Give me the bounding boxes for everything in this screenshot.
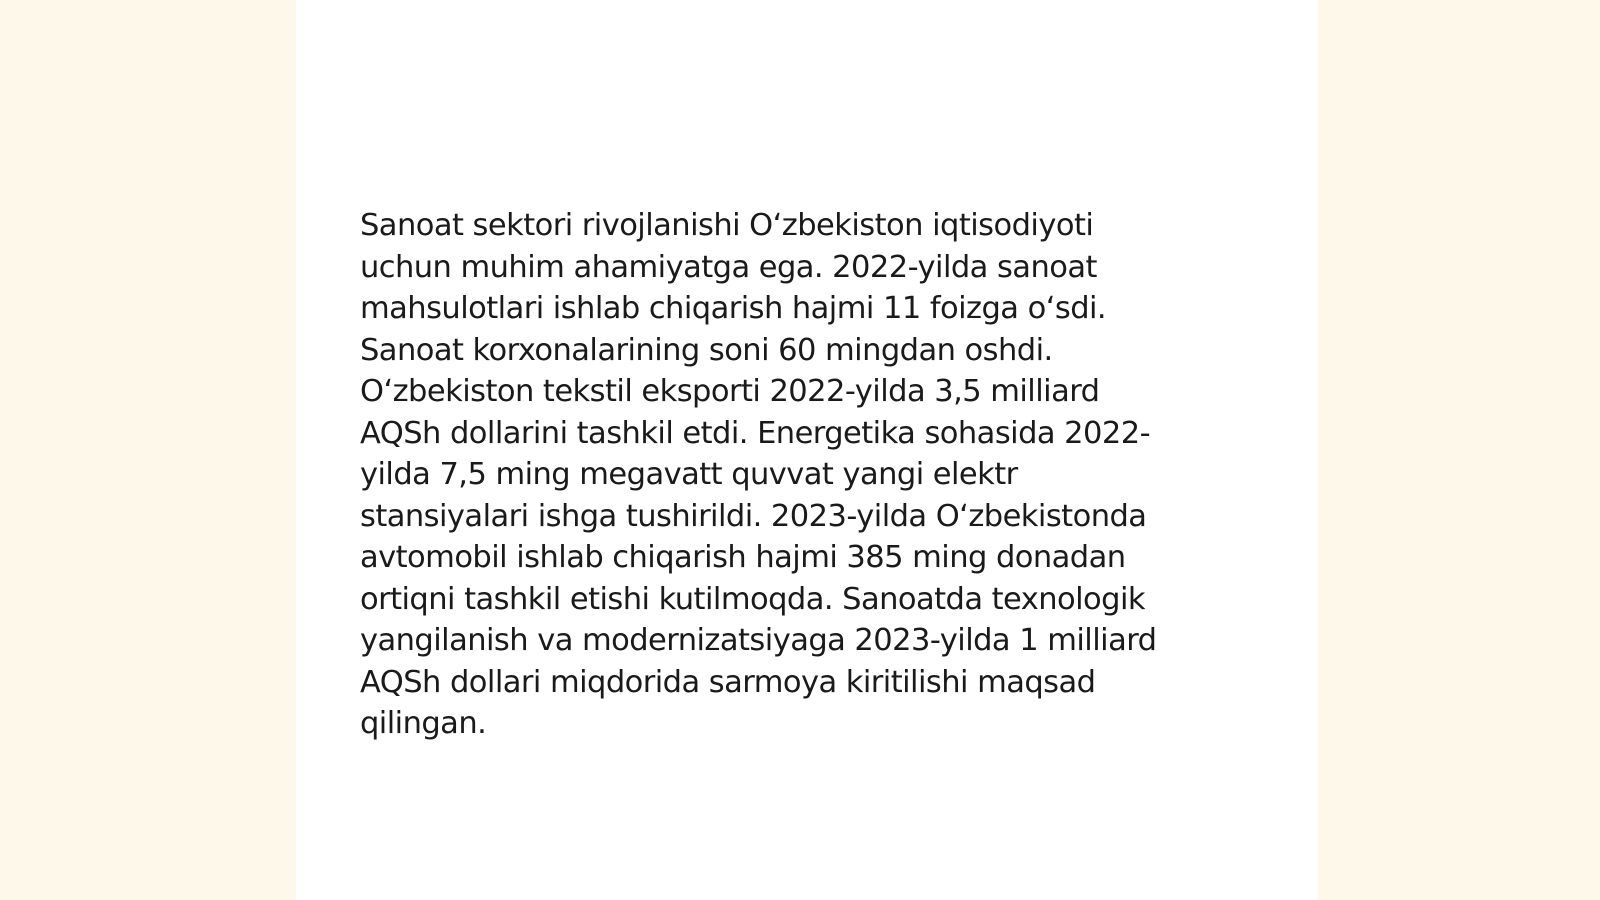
body-paragraph — [360, 205, 1240, 745]
paragraph-line: avtomobil ishlab chiqarish hajmi 385 ming donadan — [360, 540, 1126, 575]
paragraph-line: AQSh dollarini tashkil etdi. Energetika sohasida 2022- — [360, 415, 1151, 451]
paragraph-line: O‘zbekiston tekstil eksporti 2022-yilda 3,5 milliard — [360, 374, 1100, 409]
paragraph-line: AQSh dollari miqdorida sarmoya kiritilishi maqsad — [360, 664, 1096, 700]
paragraph-line: Sanoat sektori rivojlanishi O‘zbekiston iqtisodiyoti — [360, 208, 1094, 243]
paragraph-line: stansiyalari ishga tushirildi. 2023-yilda O‘zbekistonda — [360, 498, 1147, 534]
paragraph-line: uchun muhim ahamiyatga ega. 2022-yilda sanoat — [360, 249, 1097, 285]
paragraph-line: Sanoat korxonalarining soni 60 mingdan oshdi. — [360, 332, 1053, 368]
paragraph-line: yilda 7,5 ming megavatt quvvat yangi elektr — [360, 457, 1018, 492]
document-page — [296, 0, 1318, 900]
paragraph-line: qilingan. — [360, 706, 487, 741]
paragraph-line: mahsulotlari ishlab chiqarish hajmi 11 foizga o‘sdi. — [360, 291, 1107, 326]
paragraph-line: yangilanish va modernizatsiyaga 2023-yilda 1 milliard — [360, 623, 1157, 658]
paragraph-line: ortiqni tashkil etishi kutilmoqda. Sanoatda texnologik — [360, 581, 1145, 617]
